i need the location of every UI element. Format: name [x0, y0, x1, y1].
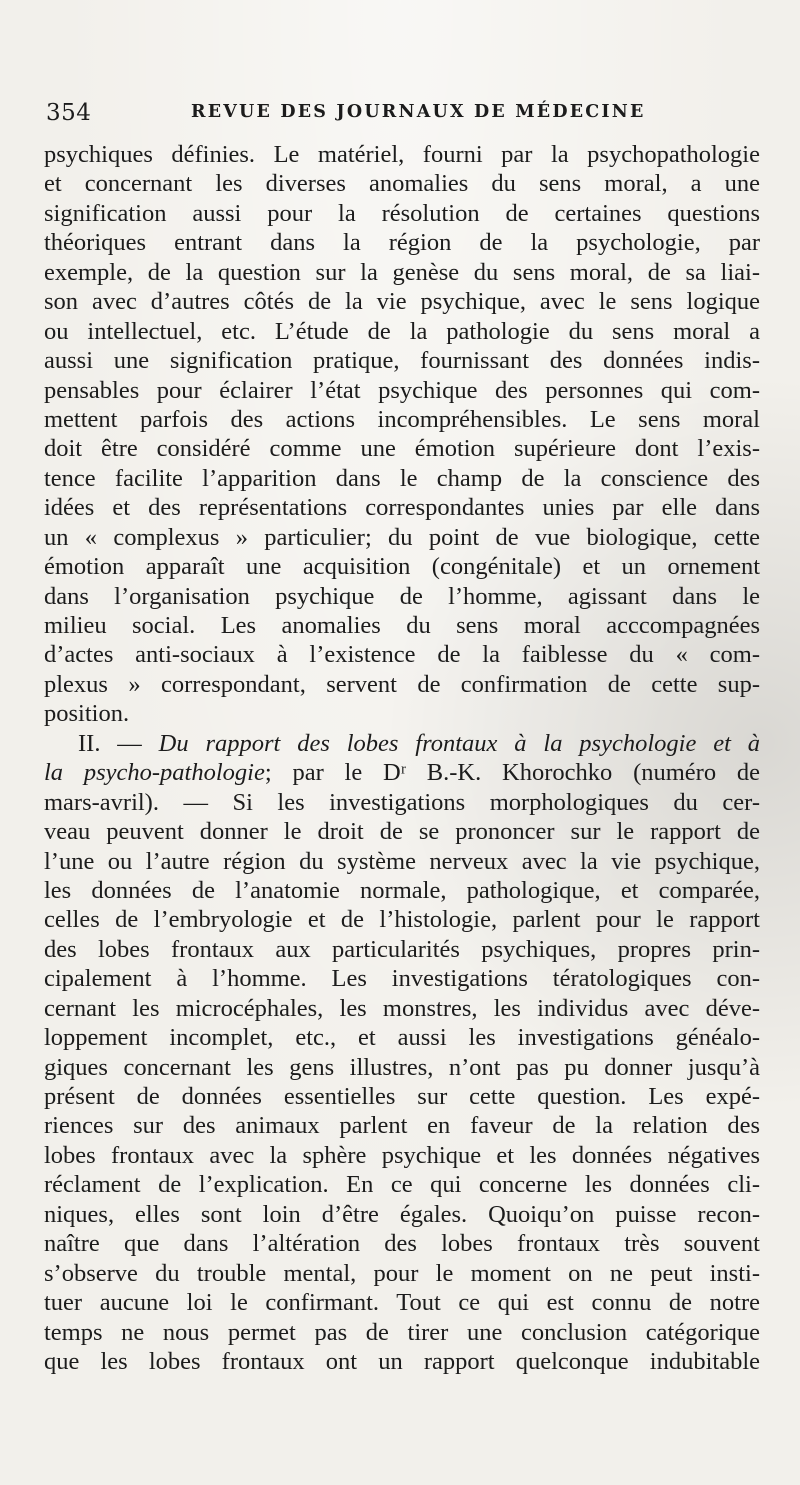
text-line: mettent parfois des actions incompréhensibles. Le sens moral: [44, 405, 760, 433]
text-line: position.: [44, 700, 130, 728]
text-line: s’observe du trouble mental, pour le moment on ne peut insti-: [44, 1259, 760, 1287]
text-line: dans l’organisation psychique de l’homme, agissant dans le: [44, 582, 760, 610]
text-line: les données de l’anatomie normale, pathologique, et comparée,: [44, 876, 760, 904]
page-header: [46, 100, 746, 130]
text-line: veau peuvent donner le droit de se prononcer sur le rapport de: [44, 818, 760, 846]
text-line: réclament de l’explication. En ce qui concerne les données cli-: [44, 1171, 760, 1199]
text-line: pensables pour éclairer l’état psychique des personnes qui com-: [44, 376, 760, 404]
text-line: loppement incomplet, etc., et aussi les investigations généalo-: [44, 1024, 760, 1052]
text-line: ou intellectuel, etc. L’étude de la pathologie du sens moral a: [44, 317, 760, 345]
text-line: émotion apparaît une acquisition (congénitale) et un ornement: [44, 553, 760, 581]
text-line: mars-avril). — Si les investigations morphologiques du cer-: [44, 788, 760, 816]
text-line: plexus » correspondant, servent de confirmation de cette sup-: [44, 670, 760, 698]
text-line: l’une ou l’autre région du système nerveux avec la vie psychique,: [44, 847, 760, 875]
text-line: celles de l’embryologie et de l’histologie, parlent pour le rapport: [44, 906, 760, 934]
section-heading-line: [44, 758, 760, 787]
text-line: tence facilite l’apparition dans le champ de la conscience des: [44, 464, 760, 492]
text-line: temps ne nous permet pas de tirer une conclusion catégorique: [44, 1318, 760, 1346]
text-line: aussi une signification pratique, fournissant des données indis-: [44, 347, 760, 375]
body-text: [44, 140, 760, 1376]
text-line: son avec d’autres côtés de la vie psychique, avec le sens logique: [44, 288, 760, 316]
text-line: milieu social. Les anomalies du sens moral acccompagnées: [44, 612, 760, 639]
text-line: exemple, de la question sur la genèse du sens moral, de sa liai-: [44, 258, 760, 286]
text-line: des lobes frontaux aux particularités psychiques, propres prin-: [44, 935, 760, 963]
text-line: cernant les microcéphales, les monstres, les individus avec déve-: [44, 994, 760, 1022]
page-number: 354: [46, 100, 92, 126]
article-title-cont: la psycho-pathologie: [44, 759, 265, 787]
text-line: théoriques entrant dans la région de la psychologie, par: [44, 229, 760, 257]
text-line: lobes frontaux avec la sphère psychique et les données négatives: [44, 1141, 760, 1169]
text-line: que les lobes frontaux ont un rapport quelconque indubitable: [44, 1347, 760, 1375]
text-line: naître que dans l’altération des lobes frontaux très souvent: [44, 1230, 760, 1258]
text-line: d’actes anti-sociaux à l’existence de la faiblesse du « com-: [44, 641, 760, 669]
text-line: et concernant les diverses anomalies du sens moral, a une: [44, 170, 760, 198]
running-head: REVUE DES JOURNAUX DE MÉDECINE: [191, 102, 646, 122]
text-line: tuer aucune loi le confirmant. Tout ce qui est connu de notre: [44, 1289, 760, 1317]
text-line: niques, elles sont loin d’être égales. Quoiqu’on puisse recon-: [44, 1200, 760, 1228]
text-line: psychiques définies. Le matériel, fourni par la psychopathologie: [44, 141, 760, 168]
text-line: riences sur des animaux parlent en faveur de la relation des: [44, 1112, 760, 1140]
text-line: cipalement à l’homme. Les investigations tératologiques con-: [44, 965, 760, 993]
article-byline: ; par le Dʳ B.-K. Khorochko (numéro de: [264, 759, 760, 787]
text-line: idées et des représentations correspondantes unies par elle dans: [44, 494, 760, 522]
article-title: Du rapport des lobes frontaux à la psychologie et à: [158, 729, 760, 757]
section-heading-line: [44, 729, 760, 758]
text-line: un « complexus » particulier; du point de vue biologique, cette: [44, 523, 760, 551]
text-line: doit être considéré comme une émotion supérieure dont l’exis-: [44, 435, 760, 463]
text-line: présent de données essentielles sur cette question. Les expé-: [44, 1083, 760, 1110]
section-number: II. —: [78, 729, 159, 757]
text-line: giques concernant les gens illustres, n’ont pas pu donner jusqu’à: [44, 1053, 760, 1081]
text-line: signification aussi pour la résolution de certaines questions: [44, 199, 760, 227]
